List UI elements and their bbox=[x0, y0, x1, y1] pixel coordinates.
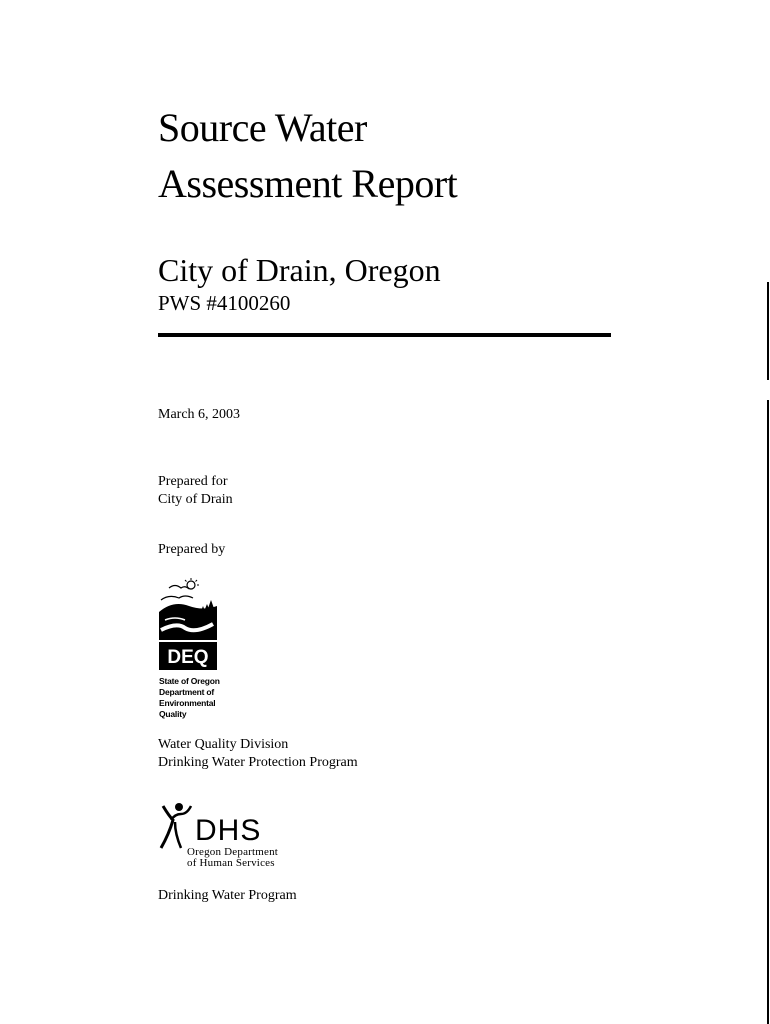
report-date: March 6, 2003 bbox=[158, 407, 241, 422]
program-name: Drinking Water Protection Program bbox=[158, 755, 358, 770]
dhs-subtitle-line: Oregon Department bbox=[187, 846, 279, 858]
prepared-for-name: City of Drain bbox=[158, 492, 233, 507]
deq-caption-line: Quality bbox=[159, 709, 187, 719]
dhs-subtitle bbox=[187, 847, 278, 869]
deq-caption-line: Department of bbox=[159, 687, 215, 697]
report-title bbox=[158, 100, 457, 212]
page-edge-gap bbox=[767, 380, 769, 400]
deq-logo-text: DEQ bbox=[167, 647, 209, 668]
title-divider bbox=[158, 333, 611, 337]
title-line-2: Assessment Report bbox=[158, 161, 458, 206]
prepared-for-block bbox=[158, 473, 233, 509]
division-block bbox=[158, 736, 358, 772]
deq-caption-line: Environmental bbox=[159, 698, 216, 708]
prepared-by-label: Prepared by bbox=[158, 542, 226, 557]
prepared-for-label: Prepared for bbox=[158, 474, 228, 489]
deq-logo bbox=[157, 576, 221, 672]
pws-number: PWS #4100260 bbox=[158, 291, 291, 315]
deq-caption-line: State of Oregon bbox=[159, 676, 220, 686]
dhs-subtitle-line: of Human Services bbox=[187, 857, 275, 869]
dhs-logo-text: DHS bbox=[195, 814, 262, 847]
deq-caption bbox=[159, 676, 220, 720]
title-line-1: Source Water bbox=[158, 105, 367, 150]
report-subtitle: City of Drain, Oregon bbox=[158, 252, 441, 288]
dhs-program-name: Drinking Water Program bbox=[158, 888, 297, 903]
division-name: Water Quality Division bbox=[158, 737, 289, 752]
